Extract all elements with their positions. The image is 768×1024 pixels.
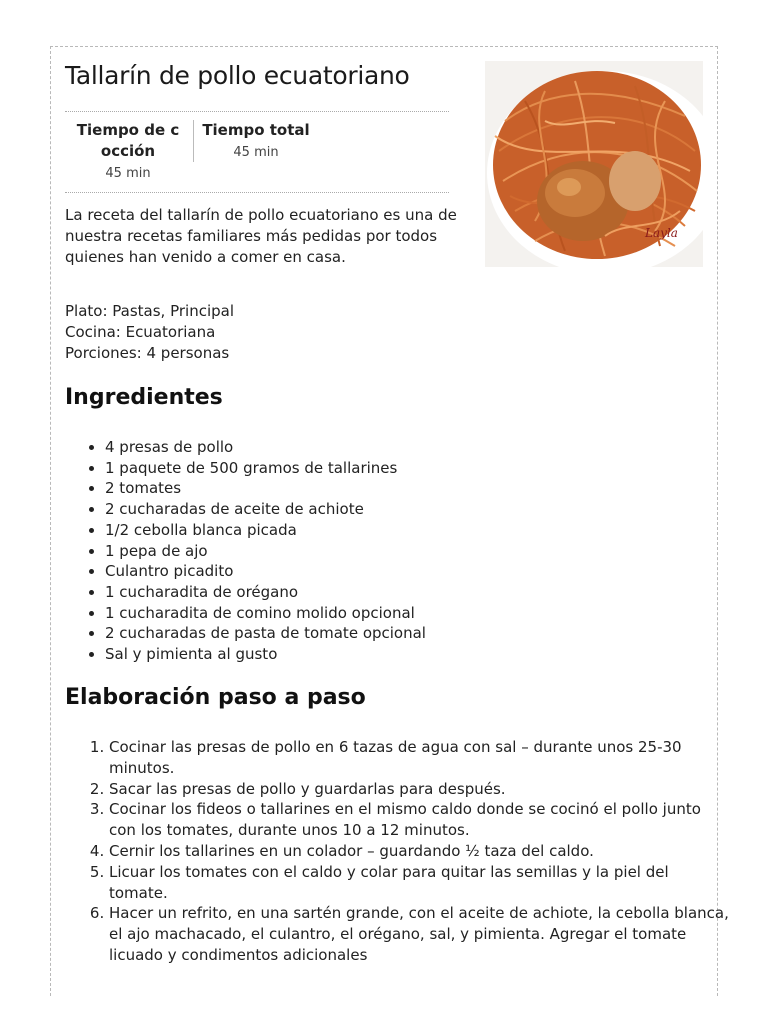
recipe-description: La receta del tallarín de pollo ecuatoriano es una de nuestra recetas familiares más pedidas por todos quienes han venido a comer en casa. xyxy=(65,206,457,266)
ingredient-item: • 4 presas de pollo xyxy=(105,437,665,458)
recipe-title: Tallarín de pollo ecuatoriano xyxy=(65,61,410,90)
cook-time-label-line1: Tiempo de c xyxy=(76,121,180,139)
meta-porciones: Porciones: 4 personas xyxy=(65,344,230,362)
cook-time-label-line2: occión xyxy=(100,142,156,160)
step-item: 2. Sacar las presas de pollo y guardarlas para después. xyxy=(109,779,729,800)
ingredient-item: • 1 cucharadita de orégano xyxy=(105,582,665,603)
recipe-meta xyxy=(65,301,465,364)
cook-time-block xyxy=(65,120,191,181)
step-item: 1. Cocinar las presas de pollo en 6 tazas de agua con sal – durante unos 25-30 minutos. xyxy=(109,737,729,779)
steps-list xyxy=(65,737,729,966)
steps-heading: Elaboración paso a paso xyxy=(65,685,366,710)
recipe-photo xyxy=(485,61,703,267)
ingredient-item: • 1/2 cebolla blanca picada xyxy=(105,520,665,541)
total-time-value: 45 min xyxy=(233,145,279,160)
total-time-label: Tiempo total xyxy=(202,121,310,139)
recipe-times xyxy=(65,111,449,193)
pasta-dish-image xyxy=(485,61,703,267)
cook-time-label xyxy=(65,120,191,162)
recipe-card xyxy=(50,46,729,996)
cook-time-value: 45 min xyxy=(105,166,151,181)
step-item: 3. Cocinar los fideos o tallarines en el mismo caldo donde se cocinó el pollo junto con los tomates, durante unos 10 a 12 minutos. xyxy=(109,799,729,841)
ingredient-item: • Sal y pimienta al gusto xyxy=(105,644,665,665)
ingredient-item: • 2 cucharadas de aceite de achiote xyxy=(105,499,665,520)
ingredient-item: • 1 paquete de 500 gramos de tallarines xyxy=(105,458,665,479)
meta-plato: Plato: Pastas, Principal xyxy=(65,302,235,320)
photo-watermark: Layla xyxy=(645,226,678,240)
meta-cocina: Cocina: Ecuatoriana xyxy=(65,323,216,341)
step-item: 4. Cernir los tallarines en un colador – guardando ½ taza del caldo. xyxy=(109,841,729,862)
step-item: 5. Licuar los tomates con el caldo y colar para quitar las semillas y la piel del tomate. xyxy=(109,862,729,904)
ingredients-heading: Ingredientes xyxy=(65,385,223,410)
ingredient-item: • 1 cucharadita de comino molido opcional xyxy=(105,603,665,624)
ingredient-item: • Culantro picadito xyxy=(105,561,665,582)
total-time-block xyxy=(193,120,318,162)
ingredient-item: • 2 cucharadas de pasta de tomate opcional xyxy=(105,623,665,644)
ingredients-list xyxy=(65,437,665,665)
ingredient-item: • 1 pepa de ajo xyxy=(105,541,665,562)
ingredient-item: • 2 tomates xyxy=(105,478,665,499)
step-item: 6. Hacer un refrito, en una sartén grande, con el aceite de achiote, la cebolla blanca, el ajo machacado, el culantro, el orégano, sal, y pimienta. Agregar el tomate licuado y condimentos adicionales xyxy=(109,903,729,965)
